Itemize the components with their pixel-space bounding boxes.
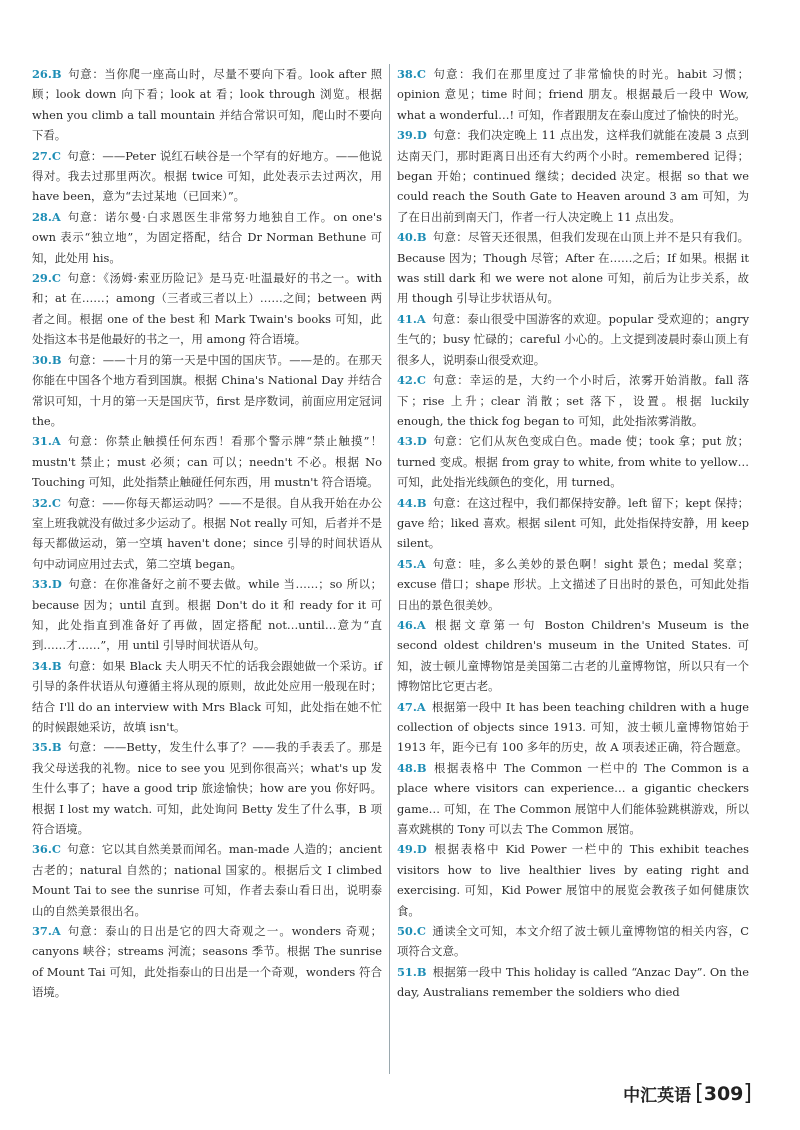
explanation-text: 根据第一段中 It has been teaching children with a huge collection of objects since 1913. 可知，波士顿儿童博物馆始于 1913 年，距今已有 100 多年的历史，故 A 项表述正确，符合题意。 <box>397 699 749 755</box>
answer-item <box>32 431 382 492</box>
question-number: 41. <box>397 311 417 326</box>
question-number: 43. <box>397 434 417 449</box>
question-number: 40. <box>397 230 417 245</box>
answer-letter: D <box>51 577 62 592</box>
answer-item <box>397 493 749 554</box>
explanation-text: 句意：——你每天都运动吗？——不是很。自从我开始在办公室上班我就没有做过多少运动了。根据 Not really 可知，后者并不是每天都做运动，第一空填 haven't done；since 引导的时间状语从句中动词应用过去式，第二空填 began。 <box>32 495 382 571</box>
question-number: 35. <box>32 740 52 755</box>
answer-item <box>397 370 749 431</box>
answer-letter: B <box>51 67 62 81</box>
answer-letter: B <box>51 352 62 367</box>
answer-item <box>397 64 749 125</box>
question-number: 36. <box>32 842 52 857</box>
question-number: 47. <box>397 699 417 714</box>
question-number: 26. <box>32 67 52 81</box>
answer-letter: C <box>416 67 426 81</box>
explanation-text: 句意：诺尔曼·白求恩医生非常努力地独自工作。on one's own 表示“独立地”，为固定搭配，结合 Dr Norman Bethune 可知，此处用 his。 <box>32 209 382 265</box>
question-number: 31. <box>32 434 52 449</box>
question-number: 38. <box>397 67 417 81</box>
answer-item <box>397 921 749 962</box>
question-number: 45. <box>397 556 417 571</box>
explanation-text: 句意：——十月的第一天是中国的国庆节。——是的。在那天你能在中国各个地方看到国旗。根据 China's National Day 并结合常识可知，十月的第一天是国庆节，first 是序数词，前面应用定冠词 the。 <box>32 352 382 428</box>
explanation-text: 句意：泰山的日出是它的四大奇观之一。wonders 奇观；canyons 峡谷；streams 河流；seasons 季节。根据 The sunrise of Mount Tai 可知，此处指泰山的日出是一个奇观，wonders 符合语境。 <box>32 924 382 1000</box>
answer-item <box>32 207 382 268</box>
answer-item <box>397 227 749 309</box>
answer-letter: D <box>416 434 427 449</box>
answer-letter: A <box>416 556 426 571</box>
explanation-text: 根据表格中 Kid Power 一栏中的 This exhibit teaches visitors how to live healthier lives by eating right and exercising. 可知，Kid Power 展馆中的展览会教孩子如何健康饮食。 <box>397 842 749 918</box>
answer-item <box>32 921 382 1003</box>
answer-item <box>32 737 382 839</box>
explanation-text: 句意：哇，多么美妙的景色啊！sight 景色；medal 奖章；excuse 借口；shape 形状。上文描述了日出时的景色，可知此处指日出的景色很美妙。 <box>397 556 749 612</box>
answer-item <box>32 350 382 432</box>
left-column <box>32 64 382 1003</box>
answer-letter: C <box>51 842 61 857</box>
answer-item <box>397 431 749 492</box>
explanation-text: 句意：在这过程中，我们都保持安静。left 留下；kept 保持；gave 给；liked 喜欢。根据 silent 可知，此处指保持安静，用 keep silent。 <box>397 495 749 551</box>
answer-item <box>32 268 382 350</box>
question-number: 49. <box>397 842 417 857</box>
explanation-text: 根据表格中 The Common 一栏中的 The Common is a place where visitors can experience… a gigantic checkers game… 可知，在 The Common 展馆中人们能体验跳棋游戏，所以喜欢跳棋的 Tony 可以去 The Common 展馆。 <box>397 760 749 837</box>
answer-letter: A <box>51 209 61 224</box>
answer-letter: D <box>416 128 427 143</box>
answer-letter: A <box>416 699 426 714</box>
question-number: 39. <box>397 128 417 143</box>
answer-letter: A <box>416 311 426 326</box>
explanation-text: 句意：——Peter 说红石峡谷是一个罕有的好地方。——他说得对。我去过那里两次。根据 twice 可知，此处表示去过两次，用 have been，意为“去过某地（已回来）”。 <box>32 148 382 204</box>
question-number: 37. <box>32 924 52 939</box>
answer-letter: A <box>416 617 426 632</box>
column-divider <box>389 64 390 1074</box>
answer-letter: C <box>416 373 426 388</box>
explanation-text: 句意：它以其自然美景而闻名。man-made 人造的；ancient 古老的；natural 自然的；national 国家的。根据后文 I climbed Mount Tai to see the sunrise 可知，作者去泰山看日出，说明泰山的自然美景很出名。 <box>32 842 382 918</box>
answer-item <box>32 574 382 656</box>
question-number: 29. <box>32 271 52 286</box>
page-footer <box>623 1081 752 1106</box>
answer-item <box>397 554 749 615</box>
explanation-text: 句意：你禁止触摸任何东西！看那个警示牌“禁止触摸”！mustn't 禁止；must 必须；can 可以；needn't 不必。根据 No Touching 可知，此处指禁止触碰任何东西，用 mustn't 符合语境。 <box>32 434 382 490</box>
explanation-text: 句意：我们决定晚上 11 点出发，这样我们就能在凌晨 3 点到达南天门，那时距离日出还有大约两个小时。remembered 记得；began 开始；continued 继续；decided 决定。根据 so that we could reach the South Gate to Heaven around 3 am 可知，为了在日出前到南天门，作者一行人决定晚上 11 点出发。 <box>397 128 749 224</box>
page-bracket-close: ] <box>743 1080 752 1106</box>
explanation-text: 句意：——Betty，发生什么事了？——我的手表丢了。那是我父母送我的礼物。nice to see you 见到你很高兴；what's up 发生什么事了；have a good trip 旅途愉快；how are you 你好吗。根据 I lost my watch. 可知，此处询问 Betty 发生了什么事，B 项符合语境。 <box>32 740 382 837</box>
question-number: 50. <box>397 924 417 939</box>
answer-letter: B <box>416 760 427 775</box>
explanation-text: 通读全文可知，本文介绍了波士顿儿童博物馆的相关内容，C 项符合文意。 <box>397 924 749 959</box>
answer-letter: B <box>51 658 62 673</box>
page-number: 309 <box>703 1082 744 1105</box>
question-number: 27. <box>32 148 52 163</box>
explanation-text: 句意：如果 Black 夫人明天不忙的话我会跟她做一个采访。if 引导的条件状语从句遵循主将从现的原则，故此处应用一般现在时；结合 I'll do an interview with Mrs Black 可知，此处指在她不忙的时候跟她采访，故填 isn't。 <box>32 658 382 734</box>
page-bracket-open: [ <box>695 1080 704 1106</box>
answer-item <box>397 615 749 697</box>
answer-item <box>397 309 749 370</box>
explanation-text: 句意：当你爬一座高山时，尽量不要向下看。look after 照顾；look down 向下看；look at 看；look through 浏览。根据 when you climb a tall mountain 并结合常识可知，爬山时不要向下看。 <box>32 67 382 143</box>
answer-letter: C <box>51 495 61 510</box>
answer-item <box>32 839 382 921</box>
explanation-text: 句意：尽管天还很黑，但我们发现在山顶上并不是只有我们。Because 因为；Though 尽管；After 在……之后；If 如果。根据 it was still dark 和 we were not alone 可知，前后为让步关系，故用 though 引导让步状语从句。 <box>397 230 749 306</box>
answer-letter: B <box>416 495 427 510</box>
answer-item <box>397 758 749 840</box>
right-column <box>397 64 749 1003</box>
answer-letter: C <box>51 271 61 286</box>
answer-letter: C <box>416 924 426 939</box>
question-number: 32. <box>32 495 52 510</box>
answer-letter: D <box>416 842 427 857</box>
answer-letter: B <box>416 964 427 979</box>
explanation-text: 句意：《汤姆·索亚历险记》是马克·吐温最好的书之一。with 和；at 在……；among（三者或三者以上）……之间；between 两者之间。根据 one of the best 和 Mark Twain's books 可知，此处指这本书是他最好的书之一，用 among 符合语境。 <box>32 271 382 347</box>
explanation-text: 根据第一段中 This holiday is called “Anzac Day”. On the day, Australians remember the soldiers who died <box>397 964 749 1000</box>
explanation-text: 句意：泰山很受中国游客的欢迎。popular 受欢迎的；angry 生气的；busy 忙碌的；careful 小心的。上文提到凌晨时泰山顶上有很多人，说明泰山很受欢迎。 <box>397 311 749 367</box>
answer-letter: B <box>416 230 427 245</box>
question-number: 48. <box>397 760 417 775</box>
explanation-text: 句意：在你准备好之前不要去做。while 当……；so 所以；because 因为；until 直到。根据 Don't do it 和 ready for it 可知，此处指直到准备好了再做，固定搭配 not…until…意为“直到……才……”，用 until 引导时间状语从句。 <box>32 577 382 653</box>
answer-letter: A <box>51 924 61 939</box>
answer-letter: C <box>51 148 61 163</box>
question-number: 46. <box>397 617 417 632</box>
question-number: 44. <box>397 495 417 510</box>
answer-item <box>397 839 749 921</box>
question-number: 34. <box>32 658 52 673</box>
question-number: 28. <box>32 209 52 224</box>
question-number: 42. <box>397 373 417 388</box>
answer-letter: A <box>51 434 61 449</box>
explanation-text: 句意：幸运的是，大约一个小时后，浓雾开始消散。fall 落下；rise 上升；clear 消散；set 落下，设置。根据 luckily enough, the thick fog began to 可知，此处指浓雾消散。 <box>397 373 749 428</box>
explanation-text: 根据文章第一句 Boston Children's Museum is the second oldest children's museum in the United States. 可知，波士顿儿童博物馆是美国第二古老的儿童博物馆，所以只有一个博物馆比它更古老。 <box>397 617 749 694</box>
question-number: 51. <box>397 964 417 979</box>
answer-item <box>397 697 749 758</box>
answer-letter: B <box>51 740 62 755</box>
answer-item <box>397 962 749 1003</box>
question-number: 30. <box>32 352 52 367</box>
question-number: 33. <box>32 577 52 592</box>
answer-item <box>32 656 382 738</box>
answer-item <box>397 125 749 227</box>
answer-item <box>32 146 382 207</box>
explanation-text: 句意：我们在那里度过了非常愉快的时光。habit 习惯；opinion 意见；time 时间；friend 朋友。根据最后一段中 Wow, what a wonderful…! 可知，作者跟朋友在泰山度过了愉快的时光。 <box>397 67 749 122</box>
answer-item <box>32 64 382 146</box>
answer-item <box>32 493 382 575</box>
explanation-text: 句意：它们从灰色变成白色。made 使；took 拿；put 放；turned 变成。根据 from gray to white, from white to yellow…可知，此处指光线颜色的变化，用 turned。 <box>397 434 749 490</box>
book-title: 中汇英语 <box>623 1086 692 1106</box>
